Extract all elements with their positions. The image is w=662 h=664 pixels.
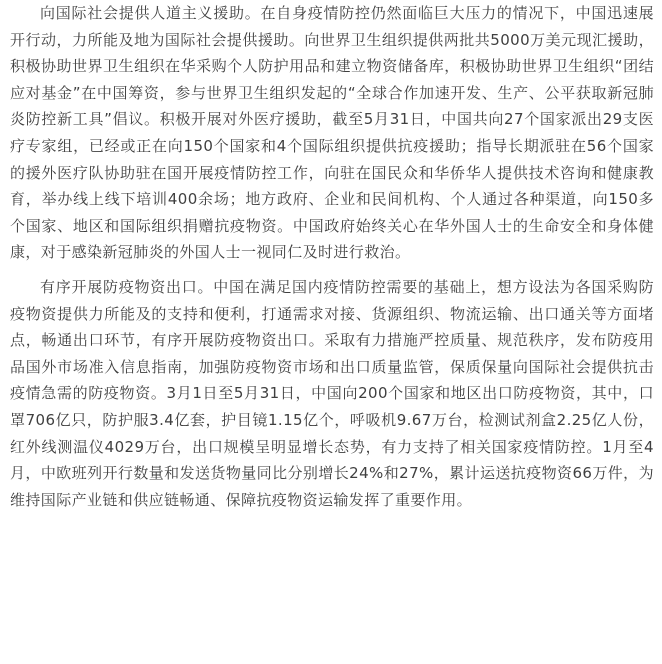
paragraph-humanitarian-aid: 向国际社会提供人道主义援助。在自身疫情防控仍然面临巨大压力的情况下，中国迅速展开行动，力所能及地为国际社会提供援助。向世界卫生组织提供两批共5000万美元现汇援助，积极协助世界卫生组织在华采购个人防护用品和建立物资储备库，积极协助世界卫生组织“团结应对基金”在中国筹资，参与世界卫生组织发起的“全球合作加速开发、生产、公平获取新冠肺炎防控新工具”倡议。积极开展对外医疗援助，截至5月31日，中国共向27个国家派出29支医疗专家组，已经或正在向150个国家和4个国际组织提供抗疫援助；指导长期派驻在56个国家的援外医疗队协助驻在国开展疫情防控工作，向驻在国民众和华侨华人提供技术咨询和健康教育，举办线上线下培训400余场；地方政府、企业和民间机构、个人通过各种渠道，向150多个国家、地区和国际组织捐赠抗疫物资。中国政府始终关心在华外国人士的生命安全和身体健康，对于感染新冠肺炎的外国人士一视同仁及时进行救治。 <box>10 4 654 262</box>
paragraph-supplies-export: 有序开展防疫物资出口。中国在满足国内疫情防控需要的基础上，想方设法为各国采购防疫物资提供力所能及的支持和便利，打通需求对接、货源组织、物流运输、出口通关等方面堵点，畅通出口环节，有序开展防疫物资出口。采取有力措施严控质量、规范秩序，发布防疫用品国外市场准入信息指南，加强防疫物资市场和出口质量监管，保质保量向国际社会提供抗击疫情急需的防疫物资。3月1日至5月31日，中国向200个国家和地区出口防疫物资，其中，口罩706亿只，防护服3.4亿套，护目镜1.15亿个，呼吸机9.67万台，检测试剂盒2.25亿人份，红外线测温仪4029万台，出口规模呈明显增长态势，有力支持了相关国家疫情防控。1月至4月，中欧班列开行数量和发送货物量同比分别增长24%和27%，累计运送抗疫物资66万件，为维持国际产业链和供应链畅通、保障抗疫物资运输发挥了重要作用。 <box>10 277 654 509</box>
